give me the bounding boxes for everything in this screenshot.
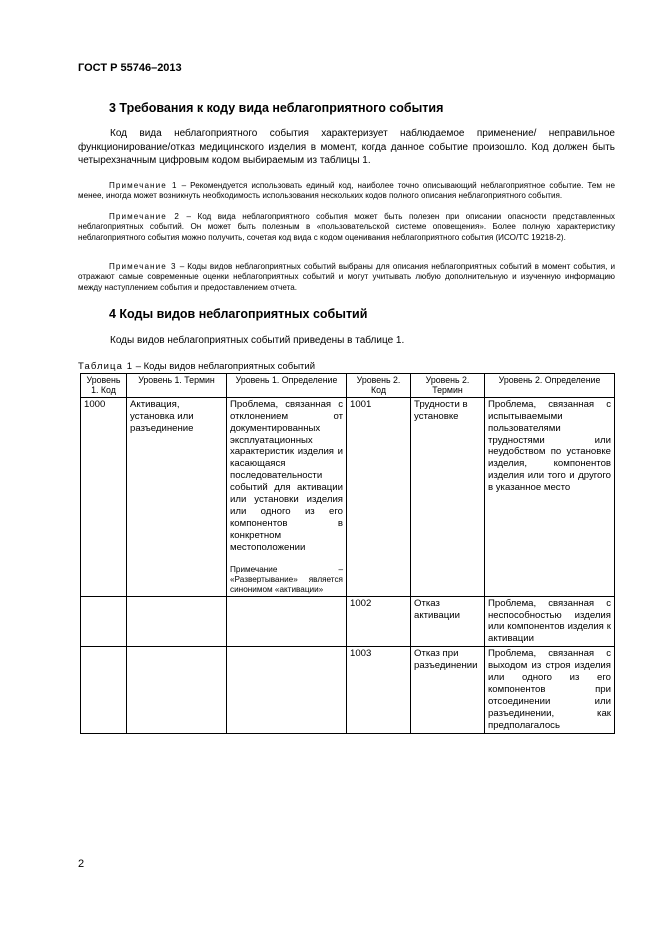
level2-code: 1003 [347, 647, 411, 733]
header-level1-code: Уровень 1. Код [81, 374, 127, 398]
table-row [81, 596, 615, 647]
note-1: Примечание 1 – Рекомендуется использовать единый код, наиболее точно описывающий неблагоприятное событие. Тем не менее, иногда может возникнуть необходимость использования нескольких кодов полного описания неблагоприятного события. [78, 181, 615, 201]
level1-code [81, 596, 127, 647]
level1-definition [227, 596, 347, 647]
level2-definition: Проблема, связанная с неспособностью изделия или компонентов изделия к активации [485, 596, 615, 647]
level2-term: Отказ активации [411, 596, 485, 647]
level2-term: Отказ при разъединении [411, 647, 485, 733]
level1-term [127, 596, 227, 647]
adverse-event-codes-table [80, 373, 615, 734]
header-level1-definition: Уровень 1. Определение [227, 374, 347, 398]
level2-definition: Проблема, связанная с выходом из строя изделия или одного из его компонентов при отсоединении или разъединении, как предполагалось [485, 647, 615, 733]
section-4-title: 4 Коды видов неблагоприятных событий [109, 307, 368, 321]
level2-code: 1002 [347, 596, 411, 647]
section-3-paragraph: Код вида неблагоприятного события характеризует наблюдаемое применение/ неправильное функционирование/отказ медицинского изделия в момент, когда данное событие произошло. Код должен быть четырехзначным цифровым кодом выбираемым из таблицы 1. [78, 128, 615, 166]
level1-definition [227, 397, 347, 596]
header-level2-term: Уровень 2. Термин [411, 374, 485, 398]
note-2: Примечание 2 – Код вида неблагоприятного события может быть полезен при описании опасности представленных неблагоприятных событий. Он может быть полезным в «пользовательской системе оповещения». Более полную характеристику неблагоприятного события можно получить, сочетая код вида с кодом оценивания неблагоприятного события (ИСО/ТС 19218-2). [78, 212, 615, 242]
level2-definition: Проблема, связанная с испытываемыми пользователями трудностями или неудобством по установке изделия, компонентов изделия или того и другого в указанное место [485, 397, 615, 596]
header-level1-term: Уровень 1. Термин [127, 374, 227, 398]
level1-term: Активация, установка или разъединение [127, 397, 227, 596]
level2-term: Трудности в установке [411, 397, 485, 596]
level1-definition-text: Проблема, связанная с отклонением от документированных эксплуатационных характеристик изделия и касающаяся последовательности событий для активации или установки изделия или одного из его компонентов в конкретном местоположении [230, 398, 343, 553]
note-3: Примечание 3 – Коды видов неблагоприятных событий выбраны для описания неблагоприятных событий в момент события, и отражают самые современные оценки неблагоприятных событий и могут учитывать любую дополнительную и изученную информацию между наступлением события и предоставлением отчета. [78, 262, 615, 292]
level1-code: 1000 [81, 397, 127, 596]
level2-code: 1001 [347, 397, 411, 596]
section-3-title: 3 Требования к коду вида неблагоприятного события [109, 101, 444, 115]
page-number: 2 [78, 858, 85, 870]
table-row [81, 647, 615, 733]
level1-term [127, 647, 227, 733]
level1-definition [227, 647, 347, 733]
table-row [81, 397, 615, 596]
table-caption: Таблица 1 – Коды видов неблагоприятных событий [78, 361, 315, 372]
table-header-row [81, 374, 615, 398]
header-level2-code: Уровень 2. Код [347, 374, 411, 398]
level1-definition-note: Примечание – «Развертывание» является синонимом «активации» [230, 564, 343, 594]
section-4-paragraph: Коды видов неблагоприятных событий приведены в таблице 1. [110, 335, 405, 346]
header-level2-definition: Уровень 2. Определение [485, 374, 615, 398]
level1-code [81, 647, 127, 733]
document-header: ГОСТ Р 55746–2013 [78, 62, 182, 74]
